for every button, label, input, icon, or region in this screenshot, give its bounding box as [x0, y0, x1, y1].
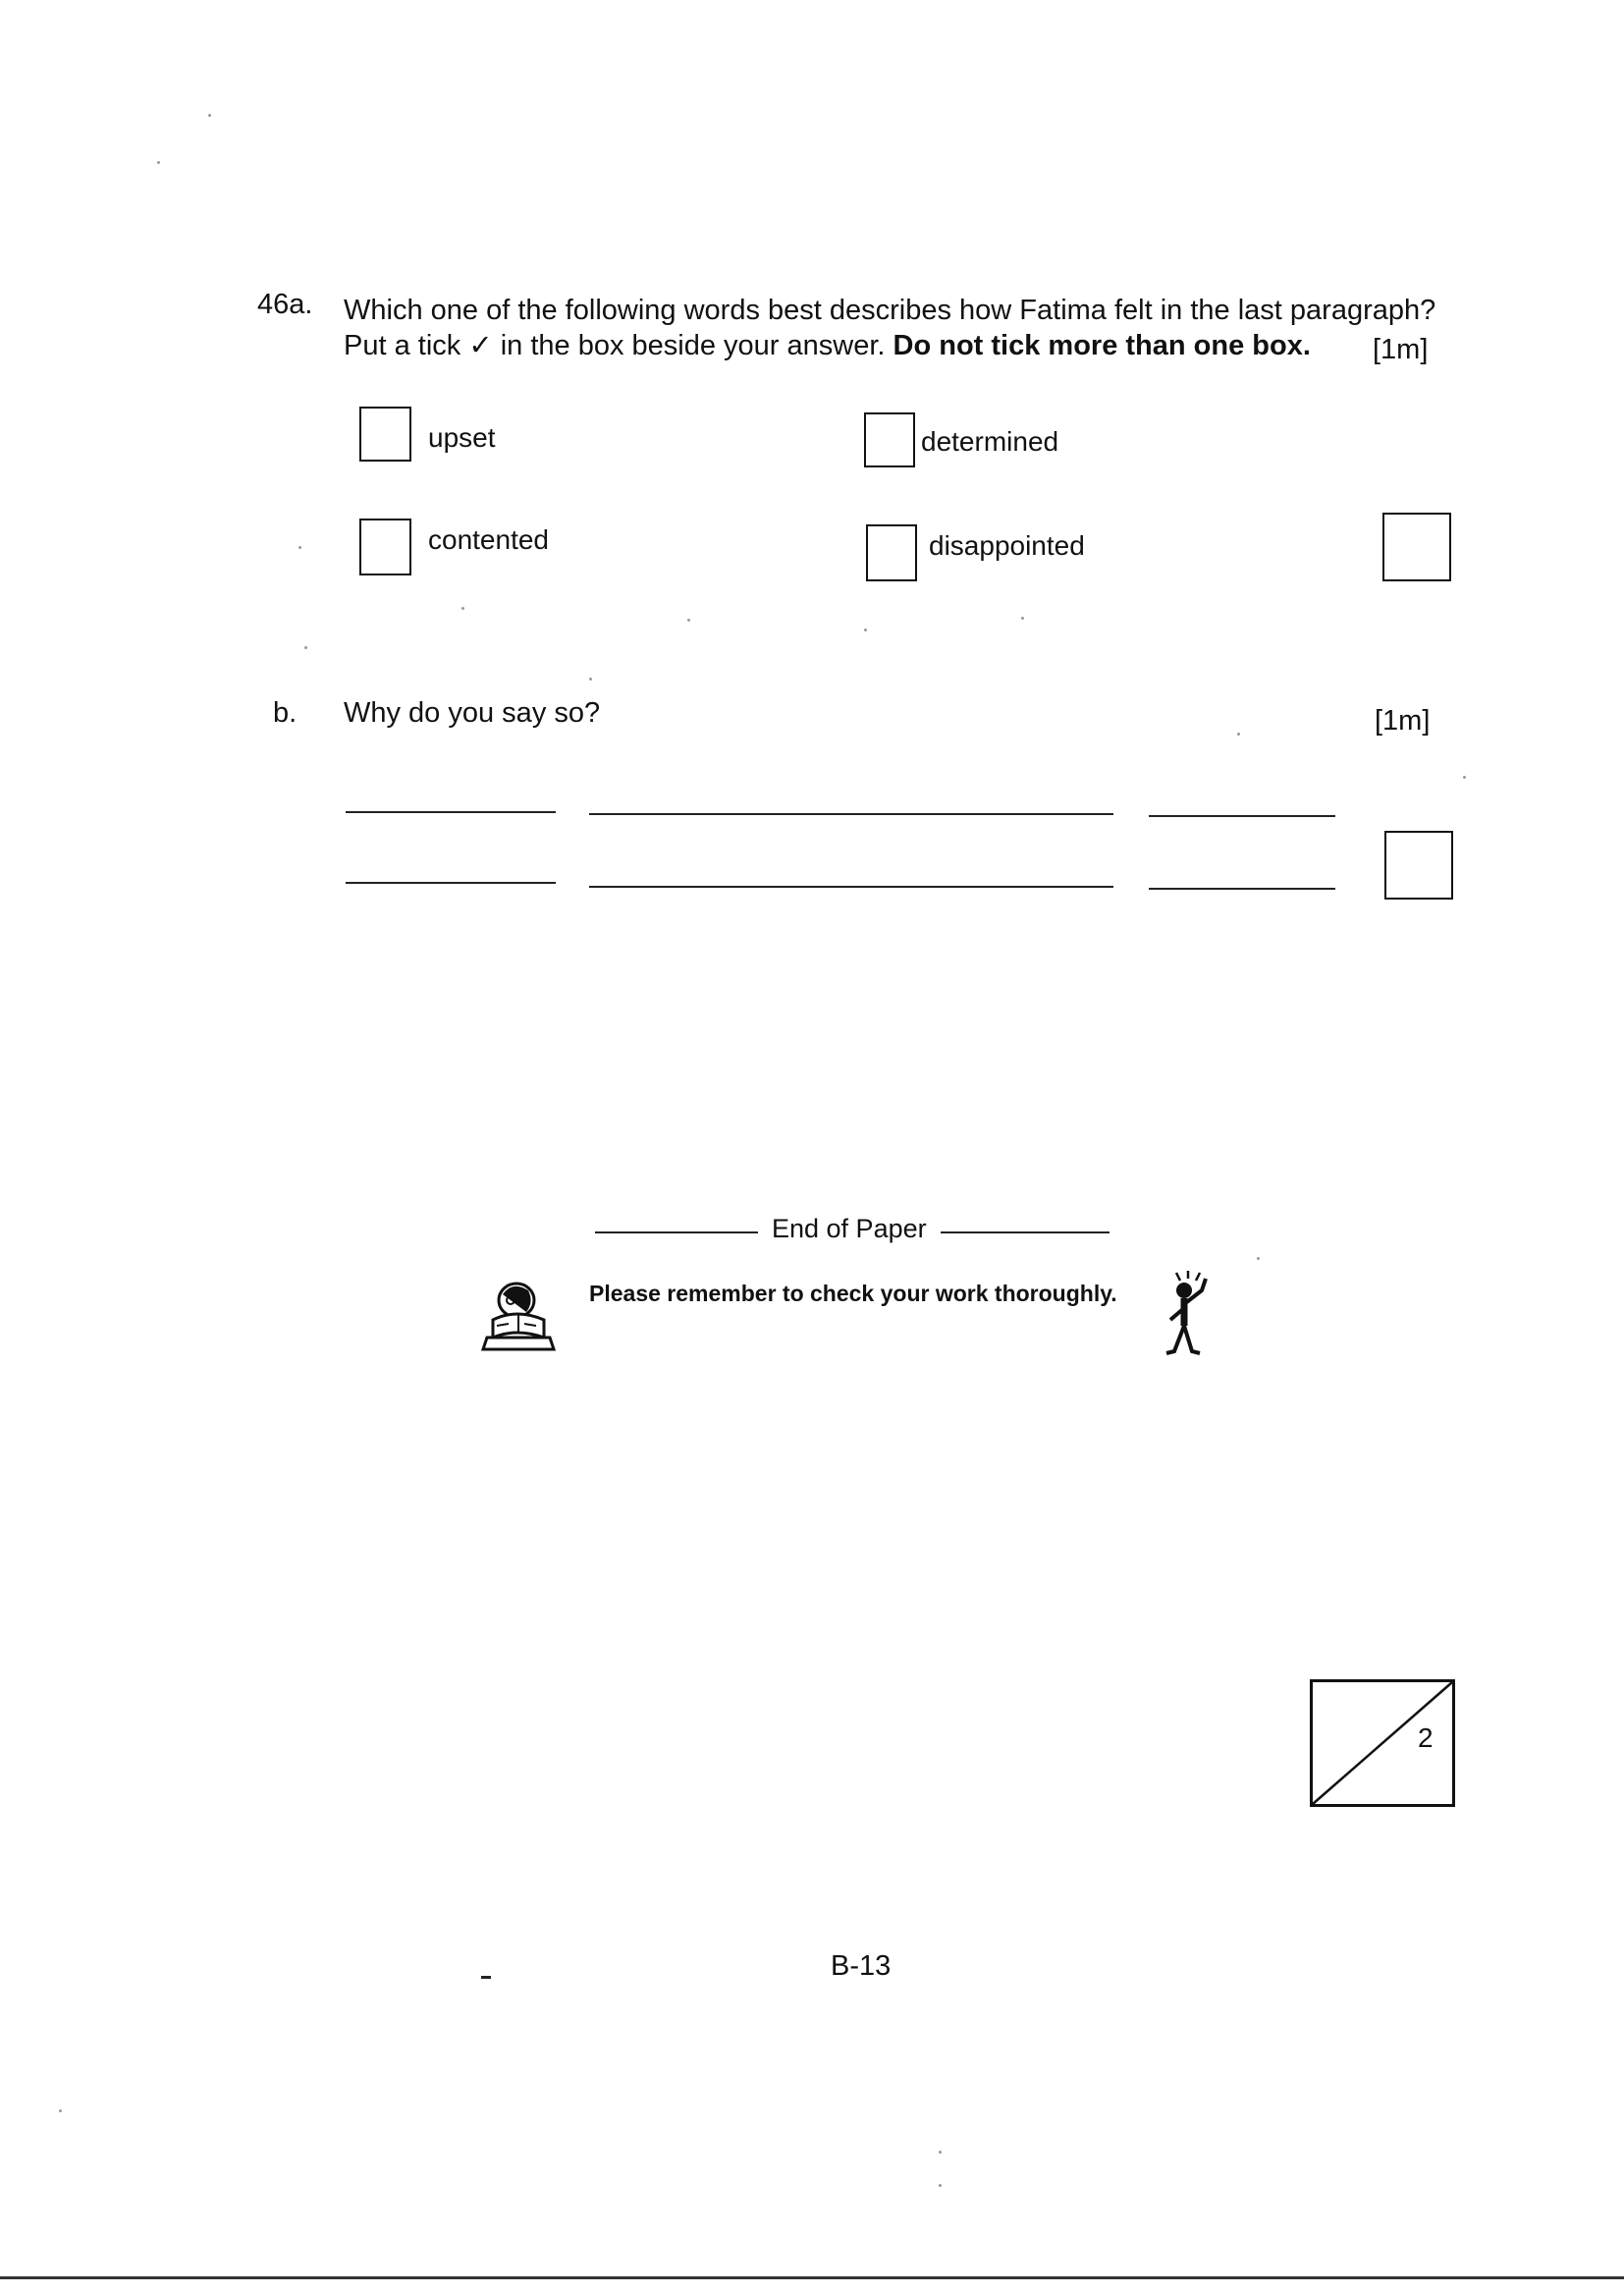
total-score-box: [1310, 1679, 1455, 1807]
scan-speck: [1021, 617, 1024, 620]
checkbox-disappointed[interactable]: [866, 524, 917, 581]
scan-speck: [687, 619, 690, 622]
option-label-upset: upset: [428, 422, 496, 453]
scan-speck: [1463, 776, 1466, 779]
page-number: B-13: [831, 1950, 892, 1982]
scan-speck: [939, 2151, 942, 2154]
instruction-bold: Do not tick more than one box.: [893, 330, 1311, 361]
instruction-start: Put a tick: [344, 330, 461, 361]
answer-line-2b[interactable]: [589, 886, 1113, 888]
option-label-contented: contented: [428, 524, 549, 555]
page-bottom-edge: [0, 2276, 1624, 2279]
marks-46b: [1m]: [1375, 705, 1431, 737]
end-of-paper-text: End of Paper: [772, 1214, 927, 1243]
scan-speck: [939, 2184, 942, 2187]
question-46a-instruction: [344, 326, 1311, 365]
answer-line-1b[interactable]: [589, 813, 1113, 815]
answer-line-1c[interactable]: [1149, 815, 1335, 817]
scan-speck: [864, 629, 867, 631]
option-label-determined: determined: [921, 426, 1059, 457]
reading-student-icon: [479, 1277, 560, 1357]
marker-score-box-46a: [1382, 513, 1451, 581]
instruction-mid: in the box beside your answer.: [500, 330, 886, 361]
tick-icon: ✓: [468, 330, 493, 361]
marks-46a: [1m]: [1373, 334, 1429, 365]
option-label-disappointed: disappointed: [929, 530, 1085, 561]
reminder-text: Please remember to check your work thoroughly.: [589, 1281, 1117, 1306]
answer-line-2a[interactable]: [346, 882, 556, 884]
scan-speck: [59, 2109, 62, 2112]
question-number-b: b.: [273, 697, 298, 729]
answer-line-1a[interactable]: [346, 811, 556, 813]
scan-speck: [304, 646, 307, 649]
answer-line-2c[interactable]: [1149, 888, 1335, 890]
scan-speck: [1257, 1257, 1260, 1260]
end-of-paper-banner: [595, 1214, 1110, 1249]
scan-speck: [589, 678, 592, 681]
scan-speck: [208, 114, 211, 117]
page-dash: [481, 1976, 491, 1979]
scan-speck: [157, 161, 160, 164]
scan-speck: [298, 546, 301, 549]
idea-figure-icon: [1163, 1269, 1214, 1359]
checkbox-contented[interactable]: [359, 519, 411, 575]
question-number-46a: 46a.: [257, 289, 313, 320]
scan-speck: [1237, 733, 1240, 736]
checkbox-upset[interactable]: [359, 407, 411, 462]
marker-score-box-46b: [1384, 831, 1453, 900]
scan-speck: [461, 607, 464, 610]
question-b-text: Why do you say so?: [344, 697, 601, 729]
checkbox-determined[interactable]: [864, 412, 915, 467]
total-marks-value: 2: [1418, 1722, 1434, 1753]
question-46a-text: Which one of the following words best describes how Fatima felt in the last paragraph?: [344, 295, 1436, 326]
